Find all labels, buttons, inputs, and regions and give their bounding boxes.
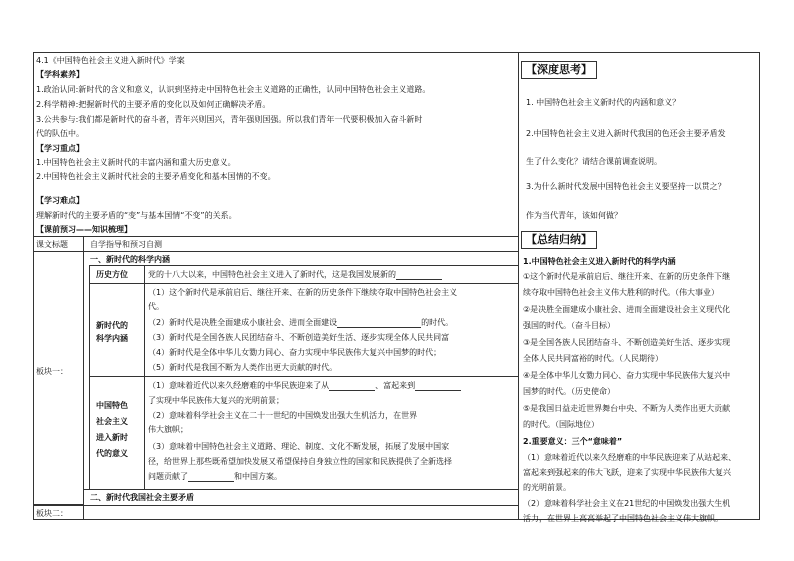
- summary-line-11: （1）意味着近代以来久经磨难的中华民族迎来了从站起来、: [523, 453, 737, 462]
- intro-line-1: 1.政治认同:新时代的含义和意义，认识到坚持走中国特色社会主义道路的正确性，认同中国特色社会主义道路。: [36, 85, 431, 94]
- meaning-item-4: （3）意味着中国特色社会主义道路、理论、制度、文化不断发展，拓展了发展中国家: [148, 442, 450, 451]
- think-item-3: 3.为什么新时代发展中国特色社会主义要坚持一以贯之？: [526, 182, 726, 191]
- intro-line-0: 【学科素养】: [36, 70, 84, 79]
- sci-item-5: （5）新时代是我国不断为人类作出更大贡献的时代。: [148, 363, 338, 372]
- frame-top: [33, 52, 760, 53]
- think-item-1: 2.中国特色社会主义进入新时代我国的色还会主要矛盾发: [526, 129, 726, 138]
- section2-title: 二、新时代我国社会主要矛盾: [90, 493, 194, 502]
- meaning-label-1: 社会主义: [96, 417, 128, 426]
- sci-item-1: 代。: [148, 302, 164, 311]
- summary-header: 【总结归纳】: [521, 231, 597, 249]
- row-sci-bottom: [89, 376, 518, 377]
- hist-text: 党的十八大以来，中国特色社会主义进入了新时代，这是我国发展新的: [148, 269, 442, 280]
- frame-left: [33, 52, 34, 520]
- col-content-header: 自学指导和预习自测: [90, 240, 162, 249]
- intro-line-5: 【学习重点】: [36, 144, 84, 153]
- hist-label: 历史方位: [96, 270, 128, 279]
- sci-label-1: 科学内涵: [96, 334, 128, 343]
- meaning-blank-1[interactable]: [329, 382, 375, 391]
- intro-line-2: 2.科学精神:把握新时代的主要矛盾的变化以及如何正确解决矛盾。: [36, 100, 271, 109]
- block2-label: 板块二：: [36, 509, 68, 518]
- summary-line-6: ④是全体中华儿女勠力同心、奋力实现中华民族伟大复兴中: [523, 371, 731, 380]
- summary-line-3: 强国的时代。（奋斗目标）: [523, 321, 615, 330]
- think-item-0: 1. 中国特色社会主义新时代的内涵和意义？: [526, 98, 681, 107]
- hist-blank[interactable]: [396, 271, 442, 280]
- meaning-label-3: 代的意义: [96, 449, 128, 458]
- meaning-item-1: 了实现中华民族伟大复兴的光明前景；: [148, 396, 284, 405]
- table-label-col-line: [83, 236, 84, 519]
- sci-item-3: （3）新时代是全国各族人民团结奋斗、不断创造美好生活、逐步实现全体人民共同富: [148, 333, 450, 342]
- summary-line-8: ⑤是我国日益走近世界舞台中央、不断为人类作出更大贡献: [523, 404, 731, 413]
- frame-right: [759, 52, 760, 520]
- meaning-item-0: （1）意味着近代以来久经磨难的中华民族迎来了从 、富起来到: [148, 380, 461, 391]
- sub-label-col-line: [89, 265, 90, 489]
- sci-item-0: （1）这个新时代是承前启后、继往开来、在新的历史条件下继续夺取中国特色社会主义: [148, 288, 458, 297]
- sci-item-4: （4）新时代是全体中华儿女勠力同心、奋力实现中华民族伟大复兴中国梦的时代；: [148, 348, 442, 357]
- summary-line-13: 的光明前景。: [523, 483, 571, 492]
- summary-line-10: 2.重要意义：三个“意味着”: [523, 437, 623, 446]
- table-top-line: [33, 236, 518, 237]
- summary-line-4: ③是全国各族人民团结奋斗、不断创造美好生活、逐步实现: [523, 338, 731, 347]
- col-label-header: 课文标题: [36, 240, 68, 249]
- row-section2-bottom: [33, 505, 518, 506]
- intro-line-4: 代的队伍中。: [36, 129, 84, 138]
- intro-line-10: 【课前预习——知识梳理】: [36, 225, 132, 234]
- sci-blank[interactable]: [337, 319, 421, 328]
- section1-title: 一、新时代的科学内涵: [90, 255, 170, 264]
- row-meaning-bottom: [83, 489, 518, 490]
- intro-line-7: 2.中国特色社会主义新时代社会的主要矛盾变化和基本国情的不变。: [36, 172, 276, 181]
- meaning-item-3: 伟大旗帜；: [148, 425, 188, 434]
- block1-bottom: [33, 504, 83, 505]
- summary-line-9: 的时代。（国际地位）: [523, 420, 599, 429]
- meaning-label-0: 中国特色: [96, 401, 128, 410]
- intro-line-8: 【学习难点】: [36, 196, 84, 205]
- summary-line-14: （2）意味着科学社会主义在21世纪的中国焕发出强大生机: [523, 499, 731, 508]
- lesson-title: 4.1《中国特色社会主义进入新时代》学案: [36, 56, 185, 65]
- meaning-blank-3[interactable]: [188, 473, 234, 482]
- intro-line-6: 1.中国特色社会主义新时代的丰富内涵和重大历史意义。: [36, 158, 236, 167]
- think-item-2: 生了什么变化？请结合课前调查说明。: [526, 157, 662, 166]
- sci-item-2: （2）新时代是决胜全面建成小康社会、进而全面建设 的时代。: [148, 318, 454, 327]
- meaning-item-2: （2）意味着科学社会主义在二十一世纪的中国焕发出强大生机活力，在世界: [148, 411, 418, 420]
- summary-line-1: 续夺取中国特色社会主义伟大胜利的时代。（伟大事业）: [523, 288, 719, 297]
- meaning-sub-col-line: [144, 265, 145, 489]
- block1-label: 板块一：: [36, 367, 68, 376]
- meaning-item-5: 径，给世界上那些既希望加快发展又希望保持自身独立性的国家和民族提供了全新选择: [148, 457, 452, 466]
- summary-line-15: 活力，在世界上高高举起了中国特色社会主义伟大旗帜。: [523, 514, 723, 523]
- meaning-item-6: 问题贡献了 和中国方案。: [148, 472, 282, 481]
- row-hist-bottom: [89, 283, 518, 284]
- think-item-4: 作为当代青年，该如何做？: [526, 211, 622, 220]
- summary-line-0: ①这个新时代是承前启后、继往开来、在新的历史条件下继: [523, 272, 731, 281]
- intro-line-9: 理解新时代的主要矛盾的“变”与基本国情“不变”的关系。: [36, 211, 237, 220]
- summary-title: 1.中国特色社会主义进入新时代的科学内涵: [523, 257, 676, 266]
- sci-label-0: 新时代的: [96, 321, 128, 330]
- summary-line-7: 国梦的时代。（历史使命）: [523, 387, 615, 396]
- row-hist-top: [89, 265, 518, 266]
- column-divider: [518, 52, 519, 520]
- think-header: 【深度思考】: [521, 61, 597, 79]
- table-header-line: [33, 251, 518, 252]
- meaning-blank-2[interactable]: [415, 382, 461, 391]
- summary-line-2: ②是决胜全面建成小康社会、进而全面建设社会主义现代化: [523, 305, 731, 314]
- meaning-label-2: 进入新时: [96, 433, 128, 442]
- intro-line-3: 3.公共参与:我们都是新时代的奋斗者，青年兴则国兴，青年强则国强。所以我们青年一代要积极加入奋斗新时: [36, 115, 423, 124]
- summary-line-5: 全体人民共同富裕的时代。（人民期待）: [523, 354, 663, 363]
- summary-line-12: 富起来到强起来的伟大飞跃，迎来了实现中华民族伟大复兴: [523, 468, 731, 477]
